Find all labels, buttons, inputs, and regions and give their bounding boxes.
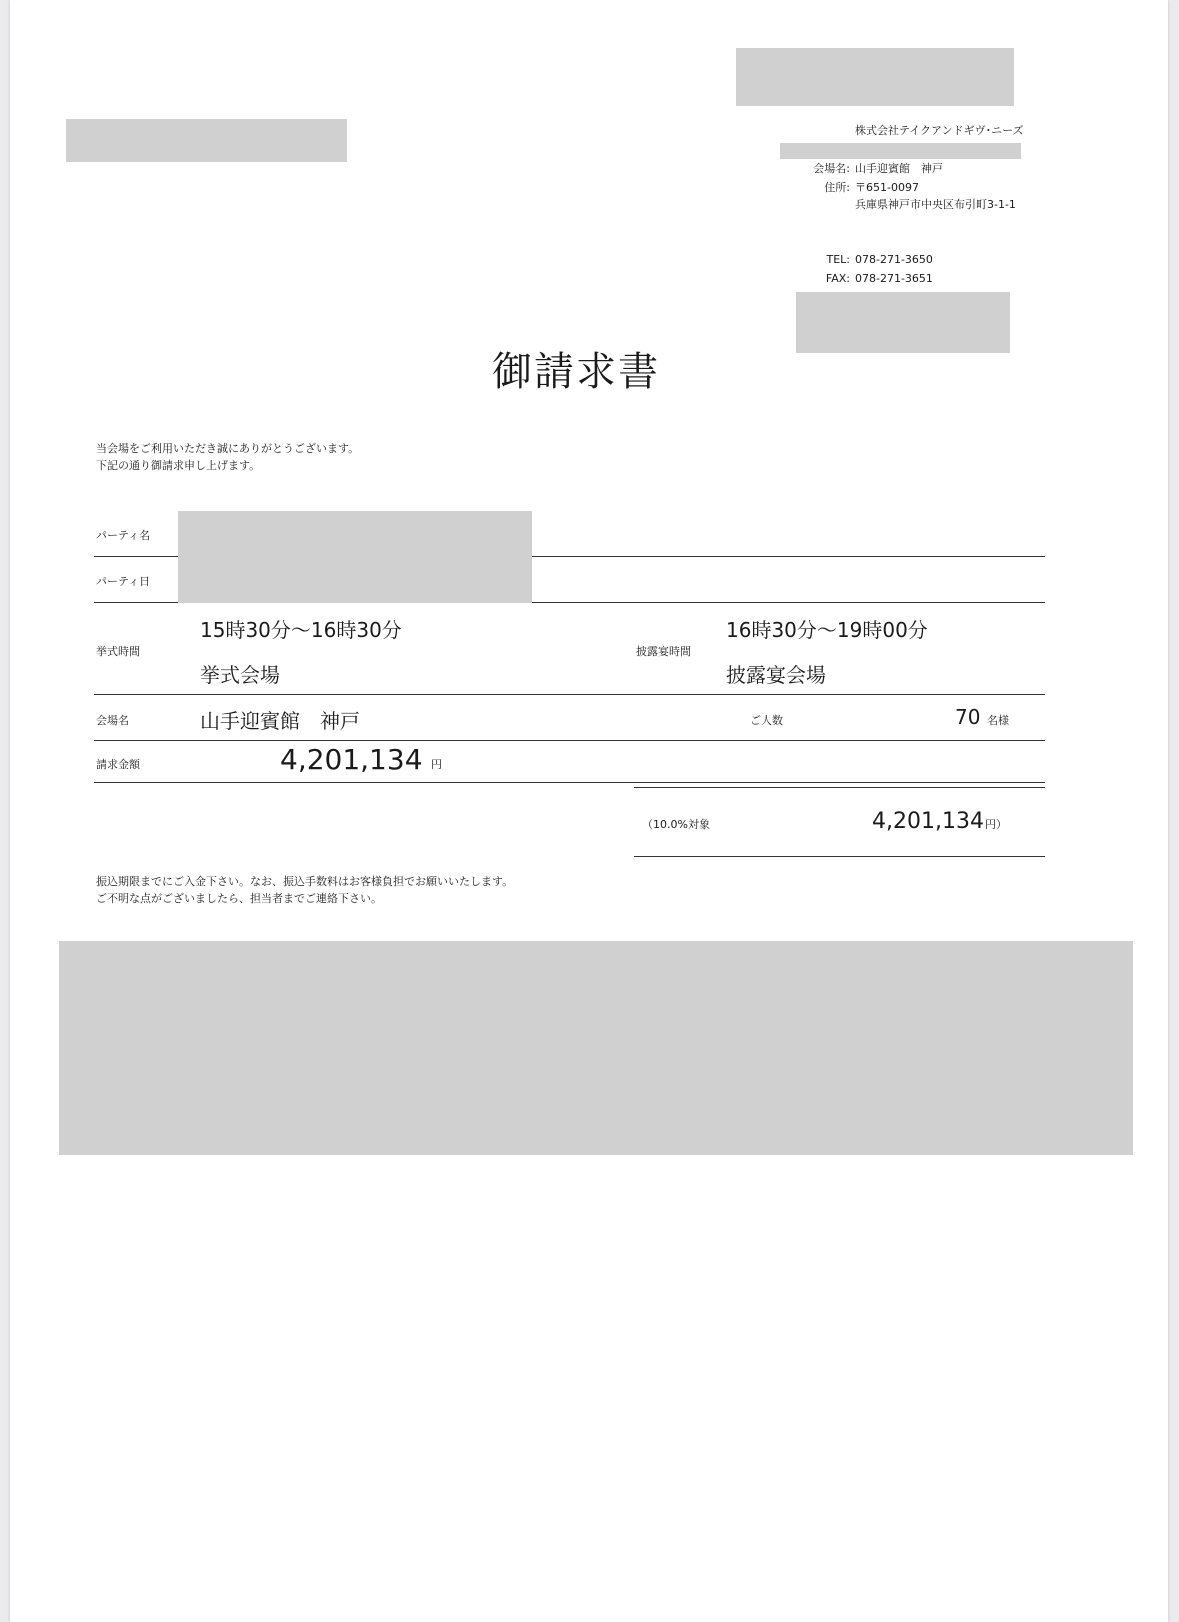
- company-tel: 078-271-3650: [855, 253, 933, 266]
- table-rule: [94, 694, 1045, 695]
- tax-label: （10.0%対象: [642, 818, 710, 831]
- reception-venue: 披露宴会場: [726, 663, 826, 687]
- invoice-page: [10, 0, 1168, 1622]
- reception-time: 16時30分～19時00分: [726, 618, 928, 642]
- guests-value: 70: [955, 705, 981, 729]
- tax-value: 4,201,134: [872, 809, 984, 834]
- company-fax-label: FAX:: [825, 272, 850, 285]
- ceremony-venue: 挙式会場: [200, 663, 280, 687]
- ceremony-time: 15時30分～16時30分: [200, 618, 402, 642]
- company-venue-value: 山手迎賓館 神戸: [855, 162, 943, 175]
- company-venue-label: 会場名:: [813, 162, 850, 175]
- redacted-stamp: [796, 292, 1010, 353]
- party-date-label: パーティ日: [96, 575, 151, 588]
- venue-label: 会場名: [96, 714, 129, 727]
- company-address-label: 住所:: [824, 181, 850, 194]
- redacted-block-left: [66, 119, 347, 162]
- company-tel-label: TEL:: [826, 253, 850, 266]
- note-line-1: 振込期限までにご入金下さい。なお、振込手数料はお客様負担でお願いいたします。: [96, 875, 514, 888]
- greeting-line-1: 当会場をご利用いただき誠にありがとうございます。: [96, 442, 360, 455]
- amount-value: 4,201,134: [280, 743, 423, 776]
- tax-rule-bottom: [634, 856, 1045, 857]
- company-fax: 078-271-3651: [855, 272, 933, 285]
- ceremony-time-label: 挙式時間: [96, 645, 140, 658]
- amount-unit: 円: [431, 758, 442, 771]
- guests-label: ご人数: [750, 714, 783, 727]
- table-rule: [94, 782, 1045, 783]
- redacted-block-bottom: [59, 941, 1133, 1155]
- amount-label: 請求金額: [96, 758, 140, 771]
- document-title: 御請求書: [492, 349, 660, 395]
- greeting-line-2: 下記の通り御請求申し上げます。: [96, 459, 261, 472]
- guests-unit: 名様: [987, 714, 1009, 727]
- company-name: 株式会社テイクアンドギヴ･ニーズ: [855, 124, 1024, 137]
- tax-unit: 円）: [985, 818, 1007, 831]
- redacted-block-top-right: [736, 48, 1014, 106]
- reception-time-label: 披露宴時間: [636, 645, 691, 658]
- redacted-line-company: [780, 143, 1021, 159]
- note-line-2: ご不明な点がございましたら、担当者までご連絡下さい。: [96, 892, 382, 905]
- company-postal: 〒651-0097: [855, 181, 919, 194]
- company-address: 兵庫県神戸市中央区布引町3-1-1: [855, 198, 1016, 211]
- redacted-party-info: [178, 511, 532, 603]
- party-name-label: パーティ名: [96, 529, 151, 542]
- venue-value: 山手迎賓館 神戸: [200, 709, 360, 733]
- table-rule: [94, 740, 1045, 741]
- tax-rule-top: [634, 787, 1045, 788]
